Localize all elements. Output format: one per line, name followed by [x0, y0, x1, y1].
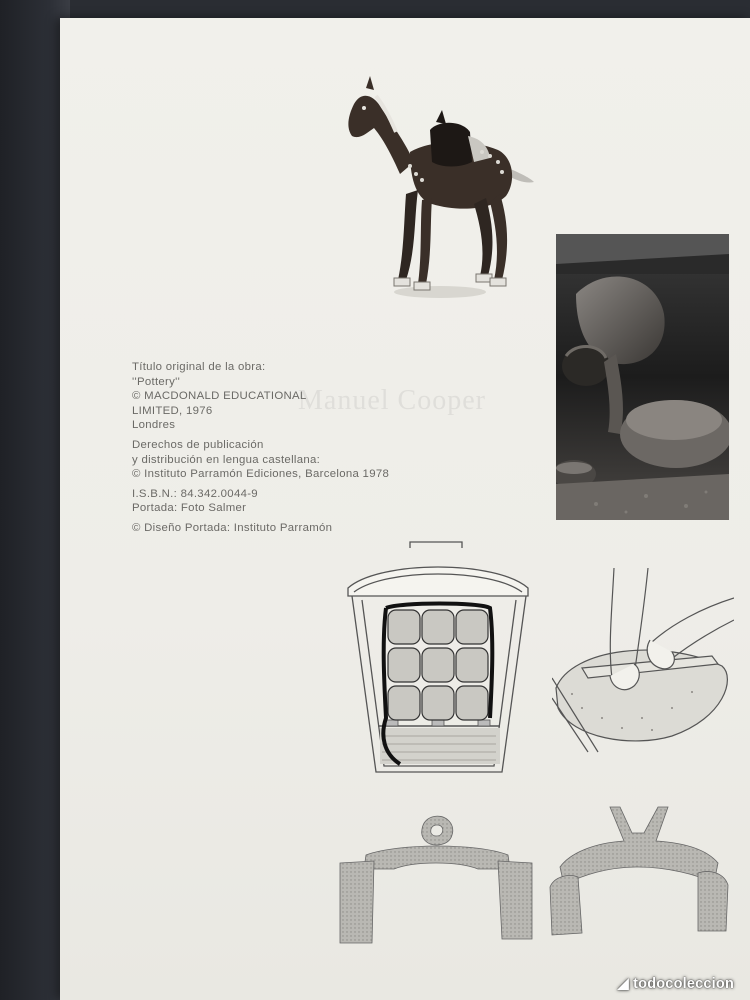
potter-at-work-photo	[556, 234, 729, 520]
copyright-city: Londres	[132, 419, 176, 432]
isbn: I.S.B.N.: 84.342.0044-9	[132, 487, 258, 500]
hands-rolling-clay-drawing	[552, 568, 734, 753]
kiln-support-fork-drawing	[548, 805, 730, 940]
rights-line-2: y distribución en lengua castellana:	[132, 453, 321, 466]
rights-holder: © Instituto Parramón Ediciones, Barcelona 1978	[132, 468, 390, 481]
colophon	[132, 360, 462, 536]
copyright-publisher: © MACDONALD EDUCATIONAL	[132, 390, 307, 403]
cover-photo-credit: Portada: Foto Salmer	[132, 502, 247, 515]
tc-logo-icon: ◢	[617, 976, 629, 992]
original-title: ''Pottery''	[132, 375, 181, 388]
kiln-support-ring-drawing	[338, 815, 534, 945]
original-title-label: Título original de la obra:	[132, 361, 266, 373]
jar-with-bricks-diagram	[340, 540, 535, 780]
copyright-year: LIMITED, 1976	[132, 404, 213, 417]
cover-design-credit: © Diseño Portada: Instituto Parramón	[132, 521, 333, 534]
show-through-text: Manuel Cooper	[298, 385, 486, 416]
rights-line-1: Derechos de publicación	[132, 438, 264, 451]
ceramic-horse-figure	[340, 70, 540, 305]
watermark	[618, 976, 734, 992]
watermark-text: todocoleccion	[633, 976, 734, 992]
